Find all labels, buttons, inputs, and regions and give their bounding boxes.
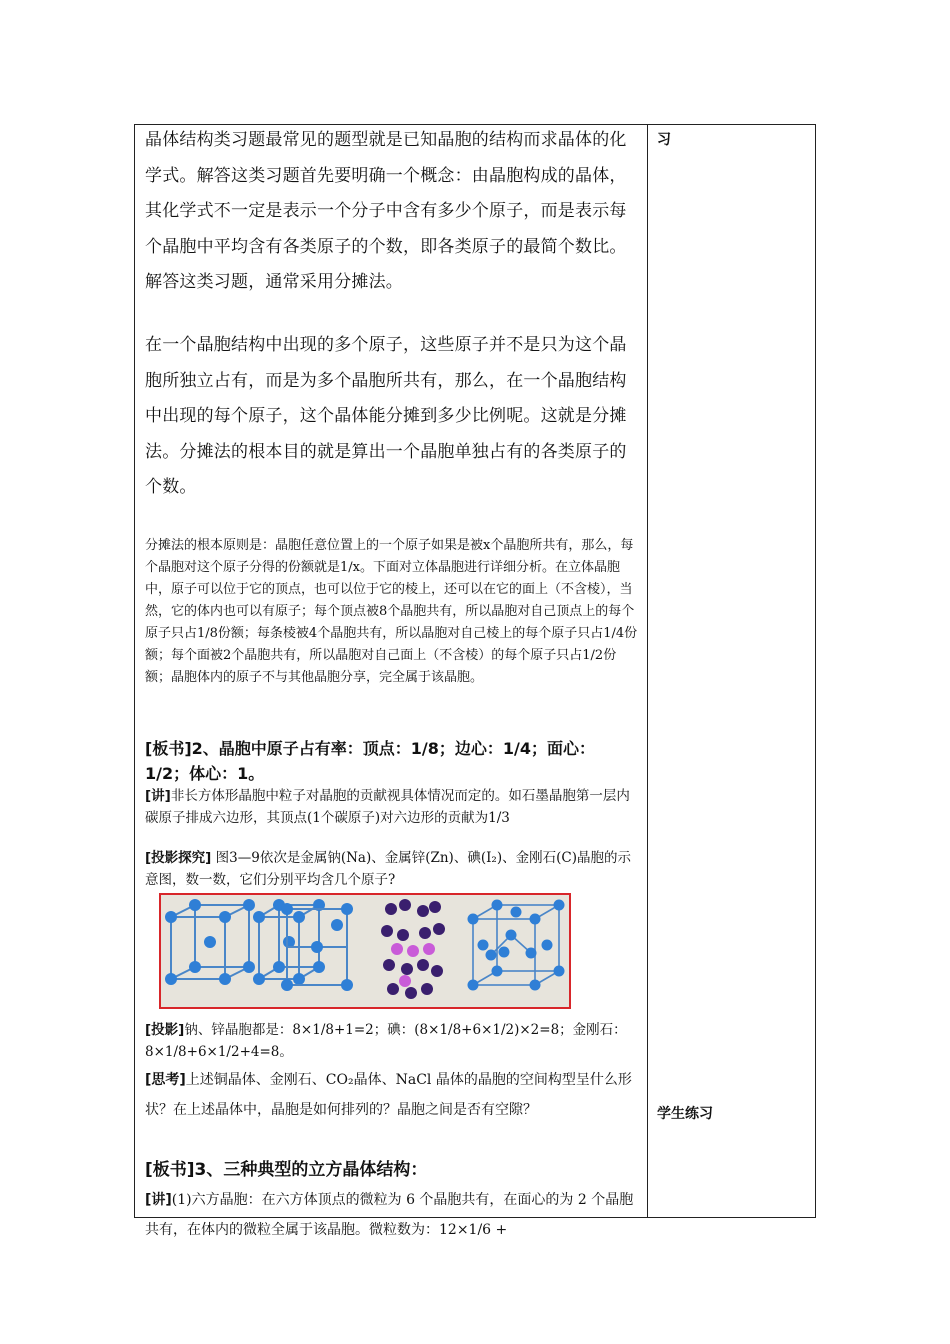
side-label-practice: 习 [657, 132, 671, 148]
crystal-cells-illustration [161, 895, 569, 1007]
lecture-text: 非长方体形晶胞中粒子对晶胞的贡献视具体情况而定的。如石墨晶胞第一层内碳原子排成六边形，其顶点(1个碳原子)对六边形的贡献为1/3 [145, 788, 630, 826]
board-note-cubic: [板书]3、三种典型的立方晶体结构： [145, 1160, 428, 1180]
column-divider [647, 125, 648, 1217]
paragraph-sharing-method: 在一个晶胞结构中出现的多个原子，这些原子并不是只为这个晶胞所独立占有，而是为多个晶胞所共有，那么，在一个晶胞结构中出现的每个原子，这个晶体能分摊到多少比例呢。这就是分摊法。分摊法的根本目的就是算出一个晶胞单独占有的各类原子的个数。 [145, 335, 627, 497]
paragraph-sharing-principle: 分摊法的根本原则是：晶胞任意位置上的一个原子如果是被x个晶胞所共有，那么，每个晶胞对这个原子分得的份额就是1/x。下面对立体晶胞进行详细分析。在立体晶胞中，原子可以位于它的顶点，也可以位于它的棱上，还可以在它的面上（不含棱），当然，它的体内也可以有原子；每个顶点被8个晶胞共有，所以晶胞对自己顶点上的每个原子只占1/8份额；每条棱被4个晶胞共有，所以晶胞对自己棱上的每个原子只占1/4份额；每个面被2个晶胞共有，所以晶胞对自己面上（不含棱）的每个原子只占1/2份额；晶胞体内的原子不与其他晶胞分享，完全属于该晶胞。 [145, 538, 638, 685]
projection-text: 钠、锌晶胞都是：8×1/8+1=2；碘：(8×1/8+6×1/2)×2=8；金刚石：8×1/8+6×1/2+4=8。 [145, 1022, 627, 1060]
think-text: 上述铜晶体、金刚石、CO₂晶体、NaCl 晶体的晶胞的空间构型呈什么形状？在上述晶体中，晶胞是如何排列的？晶胞之间是否有空隙？ [145, 1072, 632, 1118]
projection-note [145, 1019, 639, 1063]
side-label-student-practice: 学生练习 [657, 1106, 713, 1122]
explore-note [145, 847, 639, 891]
projection-tag: [投影] [145, 1022, 185, 1038]
explore-text: 图3—9依次是金属钠(Na)、金属锌(Zn)、碘(I₂)、金刚石(C)晶胞的示意图，数一数，它们分别平均含几个原子? [145, 850, 631, 888]
explore-tag: [投影探究] [145, 850, 212, 866]
lesson-table [134, 124, 816, 1238]
board-note-occupancy: [板书]2、晶胞中原子占有率：顶点：1/8；边心：1/4；面心：1/2；体心：1。 [145, 739, 595, 783]
paragraph-intro: 晶体结构类习题最常见的题型就是已知晶胞的结构而求晶体的化学式。解答这类习题首先要明确一个概念：由晶胞构成的晶体，其化学式不一定是表示一个分子中含有多少个原子，而是表示每个晶胞中平均含有各类原子的个数，即各类原子的最简个数比。解答这类习题，通常采用分摊法。 [145, 130, 627, 292]
lecture-note-2 [145, 1185, 639, 1245]
crystal-cells-figure [159, 893, 571, 1009]
think-note [145, 1065, 639, 1125]
lecture-tag: [讲] [145, 788, 171, 804]
lecture-text-2: (1)六方晶胞：在六方体顶点的微粒为 6 个晶胞共有，在面心的为 2 个晶胞共有，在体内的微粒全属于该晶胞。微粒数为：12×1/6 + [145, 1192, 634, 1238]
lecture-note-1 [145, 785, 639, 829]
lecture-tag-2: [讲] [145, 1192, 172, 1208]
think-tag: [思考] [145, 1072, 186, 1088]
